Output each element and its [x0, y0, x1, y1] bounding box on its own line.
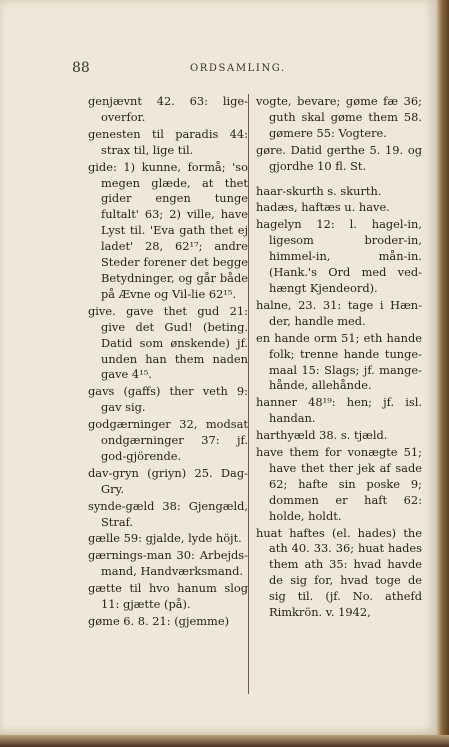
dictionary-entry: hadæs, haftæs u. have.: [256, 200, 390, 215]
dictionary-entry: synde-gæld 38: Gjengæld, Straf.: [88, 498, 248, 529]
dictionary-entry: halne, 23. 31: tage i Hæn-der, handle med.: [256, 297, 422, 328]
dictionary-entry: gide: 1) kunne, formå; 'so megen glæde, at thet gider engen tunge fultalt' 63; 2) ville, have Lyst til. 'Eva gath thet ej ladet' 28, 62¹⁷; andre Steder forener det begge Betydninger, og går både på Ævne og Vil-lie 62¹⁵.: [88, 159, 248, 301]
dictionary-entry: gavs (gaffs) ther veth 9: gav sig.: [88, 384, 248, 415]
dictionary-entry: hagelyn 12: l. hagel-in, ligesom broder-in, himmel-in, mån-in. (Hank.'s Ord med ved-hængt Kjendeord).: [256, 217, 422, 295]
dictionary-entry: dav-gryn (griyn) 25. Dag-Gry.: [88, 465, 248, 496]
dictionary-entry: hanner 48¹⁹: hen; jf. isl. handan.: [256, 395, 422, 426]
column-divider: [248, 94, 249, 694]
dictionary-entry: gøre. Datid gerthe 5. 19. og gjordhe 10 fl. St.: [256, 142, 422, 173]
left-column: [88, 94, 248, 631]
dictionary-entry: genjævnt 42. 63: lige-overfor.: [88, 94, 248, 124]
right-column: [256, 94, 422, 622]
dictionary-entry: gøme 6. 8. 21: (gjemme): [88, 614, 230, 628]
dictionary-entry: have them for vonægte 51; have thet ther jek af sade 62; hafte sin poske 9; dommen er haft 62: holde, holdt.: [256, 445, 422, 523]
dictionary-entry: give. gave thet gud 21: give det Gud! (beting. Datid som ønskende) jf. unden han them naden gave 4¹⁵.: [88, 303, 248, 382]
dictionary-entry: en hande orm 51; eth hande folk; trenne hande tunge-maal 15: Slags; jf. mange-hånde, allehånde.: [256, 330, 422, 393]
dictionary-entry: vogte, bevare; gøme fæ 36; guth skal gøme them 58. gømere 55: Vogtere.: [256, 94, 422, 140]
page-edge: [437, 0, 449, 747]
dictionary-entry: huat haftes (el. hades) the ath 40. 33. 36; huat hades them ath 35: hvad havde de sig for, hvad toge de sig til. (jf. No. athefd Rimkrön. v. 1942,: [256, 525, 422, 620]
page-bottom-edge: [0, 735, 449, 747]
page-header: [70, 60, 418, 80]
section-gap: [256, 176, 422, 184]
dictionary-entry: haar-skurth s. skurth.: [256, 183, 382, 198]
running-head: ORDSAMLING.: [190, 63, 286, 74]
dictionary-entry: gætte til hvo hanum slog 11: gjætte (på).: [88, 581, 248, 612]
dictionary-entry: harthyæld 38. s. tjæld.: [256, 428, 388, 443]
dictionary-entry: godgærninger 32, modsat ondgærninger 37: jf. god-gjörende.: [88, 417, 248, 463]
dictionary-entry: gælle 59: gjalde, lyde höjt.: [88, 531, 242, 546]
dictionary-entry: genesten til paradis 44: strax til, lige til.: [88, 126, 248, 157]
page-number: 88: [72, 60, 90, 76]
dictionary-entry: gærnings-man 30: Arbejds-mand, Handværksmand.: [88, 548, 248, 579]
